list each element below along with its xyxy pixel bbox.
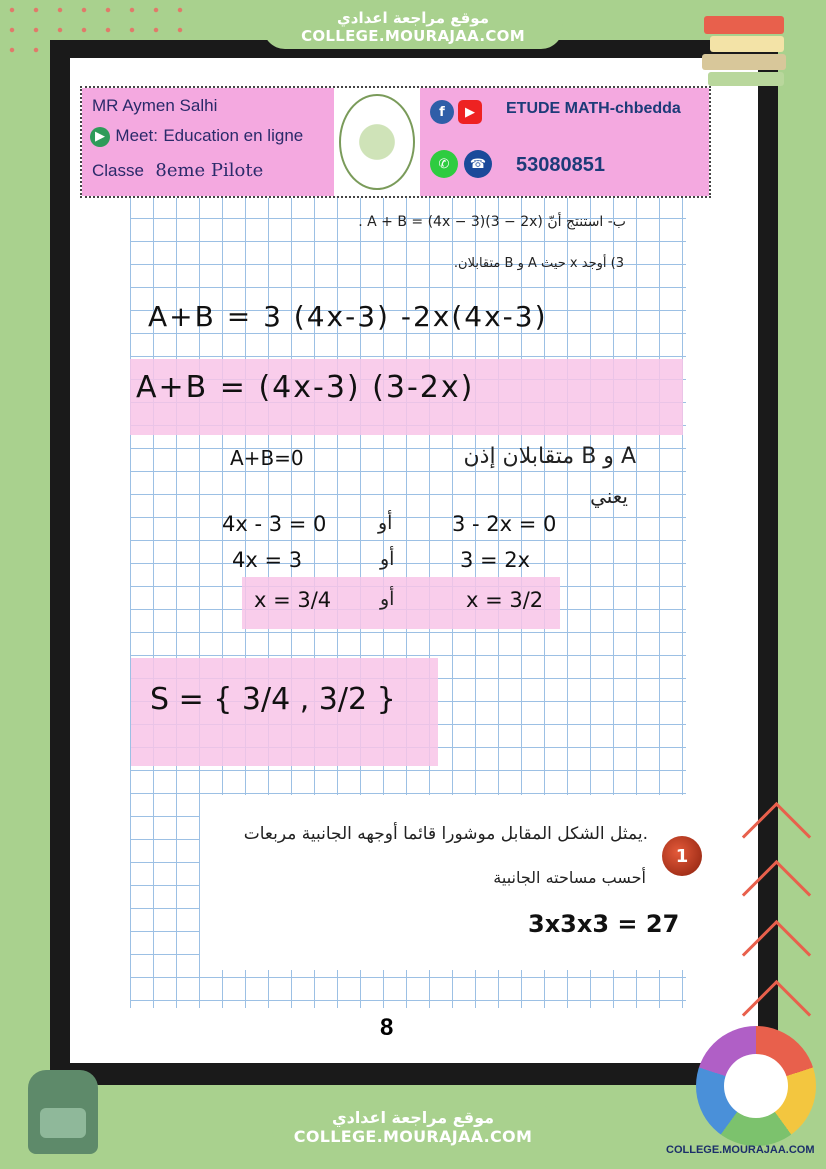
meet-icon: ▶ [90, 127, 110, 147]
meet-label: Meet: [115, 126, 158, 145]
exercise-line-2: أحسب مساحته الجانبية [493, 868, 646, 887]
exercise-line-1: .يمثل الشكل المقابل موشورا قائما أوجهه الجانبية مربعات [243, 824, 648, 844]
work-line-3-left: A+B=0 [230, 446, 304, 470]
solution-set: S = { 3/4 , 3/2 } [150, 682, 396, 717]
eq3-right: x = 3/2 [466, 588, 544, 612]
question-b: ب- استنتج أنّ A + B = (4x − 3)(3 − 2x) . [358, 214, 626, 230]
work-line-3-right: A و B متقابلان إذن [463, 444, 636, 469]
teacher-name: MR Aymen Salhi [92, 96, 218, 115]
top-banner-tab[interactable] [263, 5, 563, 49]
work-line-2: A+B = (4x-3) (3-2x) [136, 370, 475, 405]
question-3: 3) أوجد x حيث A و B متقابلان. [453, 256, 624, 271]
class-row [92, 160, 263, 181]
eq3-or: أو [380, 588, 395, 610]
meet-row [90, 126, 303, 147]
class-value: 8eme Pilote [155, 160, 264, 181]
work-line-1: A+B = 3 (4x-3) -2x(4x-3) [148, 300, 548, 333]
bottom-banner-tab[interactable] [272, 1100, 554, 1154]
channel-name: ETUDE MATH-chbedda [506, 100, 681, 117]
eq3-left: x = 3/4 [254, 588, 332, 612]
header-right [420, 88, 709, 196]
eq2-or: أو [380, 548, 395, 570]
class-label: Classe [92, 161, 144, 180]
education-logo [696, 1026, 816, 1146]
meet-text: Education en ligne [163, 126, 304, 145]
seal-emblem [339, 94, 415, 190]
work-line-3-right2: يعني [590, 484, 628, 508]
eq2-right: 3 = 2x [460, 548, 531, 572]
whatsapp-icon[interactable]: ✆ [430, 150, 458, 178]
phone-icon[interactable]: ☎ [464, 150, 492, 178]
top-banner-arabic: موقع مراجعة اعدادي [337, 9, 489, 27]
eq1-left: 4x - 3 = 0 [222, 512, 327, 536]
bottom-banner-url: COLLEGE.MOURAJAA.COM [293, 1127, 533, 1146]
eq1-right: 3 - 2x = 0 [452, 512, 557, 536]
eq1-or: أو [378, 512, 393, 534]
header-left [82, 88, 334, 196]
bottom-banner-arabic: موقع مراجعة اعدادي [331, 1108, 495, 1127]
top-banner-url: COLLEGE.MOURAJAA.COM [301, 27, 525, 45]
footer-logo-text: COLLEGE.MOURAJAA.COM [666, 1144, 815, 1156]
teacher-header [80, 86, 711, 198]
books-icon [700, 12, 790, 88]
exercise-number-badge: 1 [662, 836, 702, 876]
facebook-icon[interactable]: f [430, 100, 454, 124]
phone-number: 53080851 [516, 154, 605, 176]
youtube-icon[interactable]: ▶ [458, 100, 482, 124]
eq2-left: 4x = 3 [232, 548, 303, 572]
exercise-answer: 3x3x3 = 27 [528, 910, 680, 938]
page-number: 8 [380, 1014, 394, 1041]
school-seal [334, 88, 420, 196]
